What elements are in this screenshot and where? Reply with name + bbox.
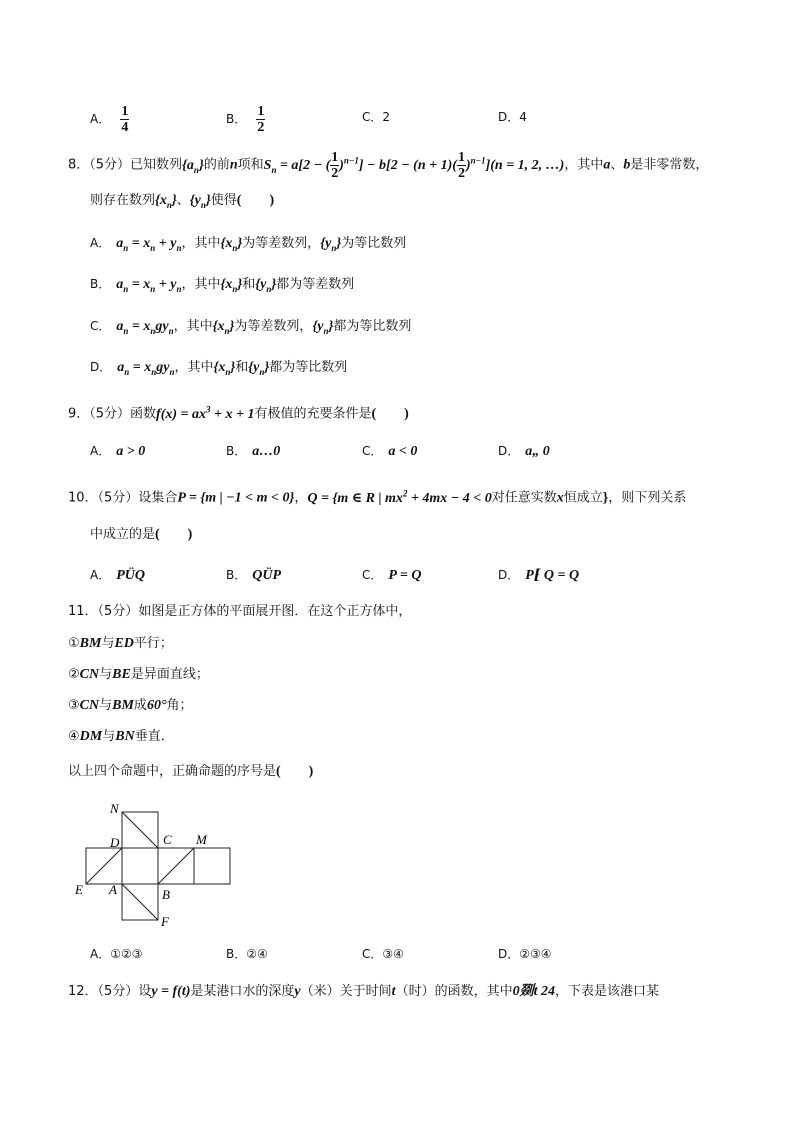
math-sub: n — [176, 242, 182, 253]
net-square-center — [122, 848, 158, 884]
math-var: a — [603, 157, 611, 173]
line-name: CN — [79, 698, 100, 713]
math-sup: 3 — [206, 404, 211, 414]
label-n: N — [110, 801, 119, 816]
math — [190, 193, 211, 208]
math-var: x — [556, 490, 564, 506]
q8-stem — [68, 150, 708, 181]
math-sub: n — [169, 366, 175, 377]
math-text: = x — [128, 236, 151, 251]
q11-option-d — [498, 945, 552, 964]
math-text: ] − b[2 − (n + 1)( — [358, 157, 457, 173]
q10-option-c — [362, 566, 422, 585]
function-expr: y = f(t) — [151, 984, 191, 999]
math-text: = x — [128, 277, 151, 292]
q11-prop — [68, 666, 209, 684]
stem-text: 中成立的是 — [90, 527, 156, 542]
math-text: = x — [129, 360, 152, 375]
q9-option-c — [362, 442, 417, 461]
prop-text: 与 — [99, 698, 113, 713]
math-sub: n — [259, 366, 265, 377]
line-name: ED — [114, 636, 134, 651]
q7-option-a — [90, 104, 129, 135]
option-text: ，其中 — [174, 360, 214, 375]
math-text: a — [117, 360, 125, 375]
option-label: C． — [362, 568, 383, 582]
line-name: BN — [115, 729, 135, 744]
function-expr — [156, 404, 255, 422]
stem-text: 11．（5分）如图是正方体的平面展开图．在这个正方体中， — [68, 604, 412, 619]
math-text: + 4mx − 4 < 0 — [407, 490, 492, 506]
math — [155, 193, 177, 208]
stem-text: 9．（5分）函数 — [68, 406, 157, 422]
stem-text: 8．（5分）已知数列 — [68, 157, 183, 173]
denominator: 2 — [331, 166, 339, 181]
math-var: n — [229, 157, 238, 173]
prop-text: 角； — [166, 698, 193, 713]
stem-text: 、 — [610, 157, 624, 173]
math-text: gy — [156, 360, 170, 375]
stem-text: ， — [294, 490, 308, 506]
numerator: 1 — [331, 150, 339, 165]
option-text: 和 — [235, 360, 249, 375]
math-sub: n — [123, 283, 129, 294]
segment-bm — [158, 848, 194, 884]
math-var: b — [623, 157, 631, 173]
math-sup: n−1 — [470, 155, 486, 166]
option-text: 都为等比数列 — [333, 319, 412, 334]
math — [320, 236, 341, 251]
option-text: 为等比数列 — [341, 236, 407, 251]
math-text: } — [230, 360, 236, 375]
q11-option-b — [226, 945, 268, 964]
math — [214, 360, 236, 375]
option-text: 为等差数列， — [234, 319, 313, 334]
set-p: P = {m | −1 < m < 0} — [177, 490, 295, 506]
option-label: B． — [90, 277, 111, 291]
stem-text: ，其中 — [564, 157, 604, 173]
q10-option-d — [498, 566, 579, 585]
q10-stem — [68, 484, 686, 508]
math-sub: n — [193, 164, 199, 175]
segment-ed — [86, 848, 122, 884]
line-name: CN — [79, 667, 100, 682]
math-text: + y — [155, 236, 177, 251]
prop-text: 成 — [133, 698, 147, 713]
q11-option-c — [362, 945, 404, 964]
math-sub: n — [200, 199, 206, 210]
option-value: ②④ — [246, 947, 268, 961]
math-text: + y — [155, 277, 177, 292]
math-text: } — [198, 157, 204, 173]
option-value: ①②③ — [110, 947, 143, 961]
math-text: {y — [189, 193, 201, 208]
stem-text: 的函数，其中 — [434, 984, 513, 999]
option-expr: PÜQ — [116, 568, 145, 583]
math-text: {x — [213, 360, 226, 375]
line-name: BM — [112, 698, 134, 713]
option-text: 都为等差数列 — [276, 277, 355, 292]
option-expr — [116, 319, 173, 334]
math — [220, 236, 242, 251]
prop-text: 垂直． — [134, 729, 174, 744]
cube-net-figure — [70, 798, 250, 934]
denominator: 2 — [457, 166, 465, 181]
option-text: 都为等比数列 — [269, 360, 348, 375]
math-sub: n — [271, 164, 277, 175]
label-b: B — [162, 887, 170, 902]
math-text: + x + 1 — [210, 406, 255, 422]
option-expr: P⁅ Q = Q — [525, 568, 580, 583]
prop-number: ② — [68, 667, 80, 682]
math-text: S — [263, 157, 272, 173]
fraction — [256, 104, 265, 135]
option-label: A． — [90, 947, 111, 961]
math-text: {a — [182, 157, 194, 173]
option-text: ，其中 — [173, 319, 213, 334]
q11-prop — [68, 728, 174, 746]
math-sub: n — [323, 325, 329, 336]
option-expr: a < 0 — [388, 444, 418, 459]
option-expr: a„ 0 — [525, 444, 550, 459]
option-value: ②③④ — [519, 947, 552, 961]
math-sub: n — [166, 199, 172, 210]
fraction — [457, 150, 466, 181]
q7-option-d — [498, 108, 527, 127]
option-label: B． — [226, 112, 247, 126]
math-text: {y — [248, 360, 260, 375]
label-c: C — [163, 832, 172, 847]
prop-text: 与 — [101, 636, 115, 651]
stem-text: ，下表是该港口某 — [554, 984, 659, 999]
option-expr: a > 0 — [116, 444, 146, 459]
prop-number: ① — [68, 636, 80, 651]
line-name: BM — [79, 636, 102, 651]
unit-text: （米） — [300, 984, 340, 999]
option-value: 4 — [519, 110, 527, 124]
math-sub: n — [150, 242, 156, 253]
option-label: B． — [226, 568, 247, 582]
prop-number: ④ — [68, 729, 80, 744]
q9-stem — [68, 400, 409, 424]
q8-option — [90, 317, 411, 340]
option-label: B． — [226, 444, 247, 458]
option-expr: P = Q — [388, 568, 422, 583]
q8-option — [90, 234, 406, 257]
math-text: } — [229, 319, 235, 334]
q9-option-a — [90, 442, 145, 461]
math-text: ](n = 1, 2, …) — [485, 157, 565, 173]
stem-text: ，则下列关系 — [608, 490, 687, 506]
math — [182, 158, 204, 173]
math-text: {y — [320, 236, 332, 251]
option-expr — [116, 277, 181, 292]
math — [248, 360, 269, 375]
q10-stem-line2 — [90, 526, 192, 544]
math-text: {x — [220, 277, 233, 292]
math-text: {x — [155, 193, 167, 208]
segment-cn — [122, 812, 158, 848]
stem-text: 则存在数列 — [90, 193, 156, 208]
math-text: f(x) = ax — [156, 406, 207, 422]
line-name: BE — [112, 667, 131, 682]
fraction — [120, 104, 129, 135]
math-text: } — [237, 236, 243, 251]
math-text: } — [336, 236, 342, 251]
prop-text: 是异面直线； — [130, 667, 209, 682]
option-label: A． — [90, 568, 111, 582]
q10-option-a — [90, 566, 145, 585]
math-text: a — [116, 277, 124, 292]
math-sup: n−1 — [343, 155, 359, 166]
option-label: C． — [362, 947, 383, 961]
math-text: a — [116, 236, 124, 251]
math-var: y — [294, 984, 301, 999]
label-d: D — [110, 835, 120, 850]
label-f: F — [161, 914, 169, 929]
answer-blank: ( ) — [371, 406, 409, 422]
fraction — [330, 150, 339, 181]
option-label: A． — [90, 236, 111, 250]
option-label: C． — [362, 110, 383, 124]
label-e: E — [75, 882, 83, 897]
math-text: a — [116, 319, 124, 334]
math-text: } — [264, 360, 270, 375]
math-sub: n — [123, 242, 129, 253]
q11-prop — [68, 697, 193, 715]
math-text: } — [271, 277, 277, 292]
option-expr — [117, 360, 174, 375]
math — [312, 319, 333, 334]
label-m: M — [196, 832, 207, 847]
option-text: 和 — [242, 277, 256, 292]
option-expr: QÜP — [252, 568, 282, 583]
math-text: } — [237, 277, 243, 292]
numerator: 1 — [121, 104, 129, 119]
q7-option-c — [362, 108, 390, 127]
denominator: 2 — [257, 120, 265, 135]
q11-question — [68, 763, 313, 781]
math-text: gy — [155, 319, 169, 334]
stem-text: 关于时间 — [339, 984, 392, 999]
math-text: {y — [255, 277, 267, 292]
stem-text: 是非零常数， — [630, 157, 709, 173]
prop-text: 与 — [102, 729, 116, 744]
math-text: {y — [312, 319, 324, 334]
math-sub: n — [224, 325, 230, 336]
math-text: = a[2 − ( — [276, 157, 331, 173]
option-value: 2 — [382, 110, 391, 124]
option-label: D． — [498, 947, 520, 961]
math-sub: n — [232, 242, 238, 253]
q11-stem — [68, 603, 411, 621]
math-sub: n — [150, 325, 156, 336]
math-sub: n — [123, 325, 129, 336]
option-expr — [116, 236, 181, 251]
option-text: ，其中 — [181, 277, 221, 292]
q11-option-a — [90, 945, 143, 964]
math-text: ) — [465, 157, 471, 173]
answer-blank: ( ) — [276, 764, 314, 779]
q12-stem — [68, 983, 659, 1001]
line-name: DM — [79, 729, 103, 744]
unit-text: （时） — [395, 984, 435, 999]
sum-formula — [263, 150, 565, 181]
stem-text: 10．（5分）设集合 — [68, 490, 178, 506]
math — [213, 319, 235, 334]
math-sub: n — [150, 283, 156, 294]
math-text: } — [328, 319, 334, 334]
prop-text: 与 — [99, 667, 113, 682]
denominator: 4 — [121, 120, 129, 135]
option-label: D． — [498, 444, 520, 458]
math-text: {x — [220, 236, 233, 251]
option-label: D． — [498, 568, 520, 582]
q9-option-b — [226, 442, 280, 461]
answer-blank: ( ) — [155, 527, 193, 542]
option-label: D． — [498, 110, 520, 124]
q10-option-b — [226, 566, 281, 585]
option-label: A． — [90, 112, 111, 126]
angle-value: 60° — [146, 698, 167, 713]
option-label: A． — [90, 444, 111, 458]
stem-text: 恒成立 — [563, 490, 603, 506]
option-expr: a…0 — [252, 444, 281, 459]
math-text: ) — [339, 157, 344, 173]
numerator: 1 — [257, 104, 265, 119]
math-text: } — [602, 490, 609, 506]
stem-text: 是某港口水的深度 — [190, 984, 295, 999]
stem-text: 的前 — [203, 157, 230, 173]
q8-option — [90, 358, 347, 381]
time-range: 0剟t 24 — [512, 984, 555, 999]
numerator: 1 — [457, 150, 465, 165]
q7-option-b — [226, 104, 265, 135]
stem-text: 12．（5分）设 — [68, 984, 152, 999]
stem-text: 项和 — [237, 157, 264, 173]
stem-text: 对任意实数 — [491, 490, 557, 506]
math-sup: 2 — [402, 488, 408, 498]
math-sub: n — [151, 366, 157, 377]
stem-text: 有极值的充要条件是 — [254, 406, 372, 422]
option-value: ③④ — [382, 947, 404, 961]
q9-option-d — [498, 442, 550, 461]
set-q — [307, 488, 492, 506]
net-square-right2 — [194, 848, 230, 884]
option-text: 为等差数列， — [242, 236, 321, 251]
math-sub: n — [124, 366, 130, 377]
prop-number: ③ — [68, 698, 80, 713]
math-sub: n — [266, 283, 272, 294]
q8-stem-line2 — [90, 192, 274, 214]
math — [220, 277, 242, 292]
option-label: C． — [90, 319, 111, 333]
math-sub: n — [331, 242, 337, 253]
math-text: } — [205, 193, 211, 208]
math-text: = x — [128, 319, 151, 334]
option-label: D． — [90, 360, 112, 374]
math — [255, 277, 276, 292]
math-var: t — [391, 984, 396, 999]
label-a: A — [109, 882, 117, 897]
prop-text: 平行； — [133, 636, 173, 651]
math-sub: n — [225, 366, 231, 377]
math-text: } — [171, 193, 177, 208]
stem-text: 使得 — [210, 193, 237, 208]
math-sub: n — [232, 283, 238, 294]
math-text: {x — [212, 319, 225, 334]
answer-blank: ( ) — [236, 193, 275, 208]
q11-prop — [68, 635, 173, 653]
option-label: B． — [226, 947, 247, 961]
stem-text: 、 — [176, 193, 190, 208]
q8-option — [90, 275, 354, 298]
option-label: C． — [362, 444, 383, 458]
segment-af — [122, 884, 158, 920]
math-text: Q = {m ∈ R | mx — [307, 490, 403, 506]
math-sub: n — [168, 325, 174, 336]
math-sub: n — [176, 283, 182, 294]
stem-text: 以上四个命题中，正确命题的序号是 — [68, 764, 277, 779]
option-text: ，其中 — [181, 236, 221, 251]
